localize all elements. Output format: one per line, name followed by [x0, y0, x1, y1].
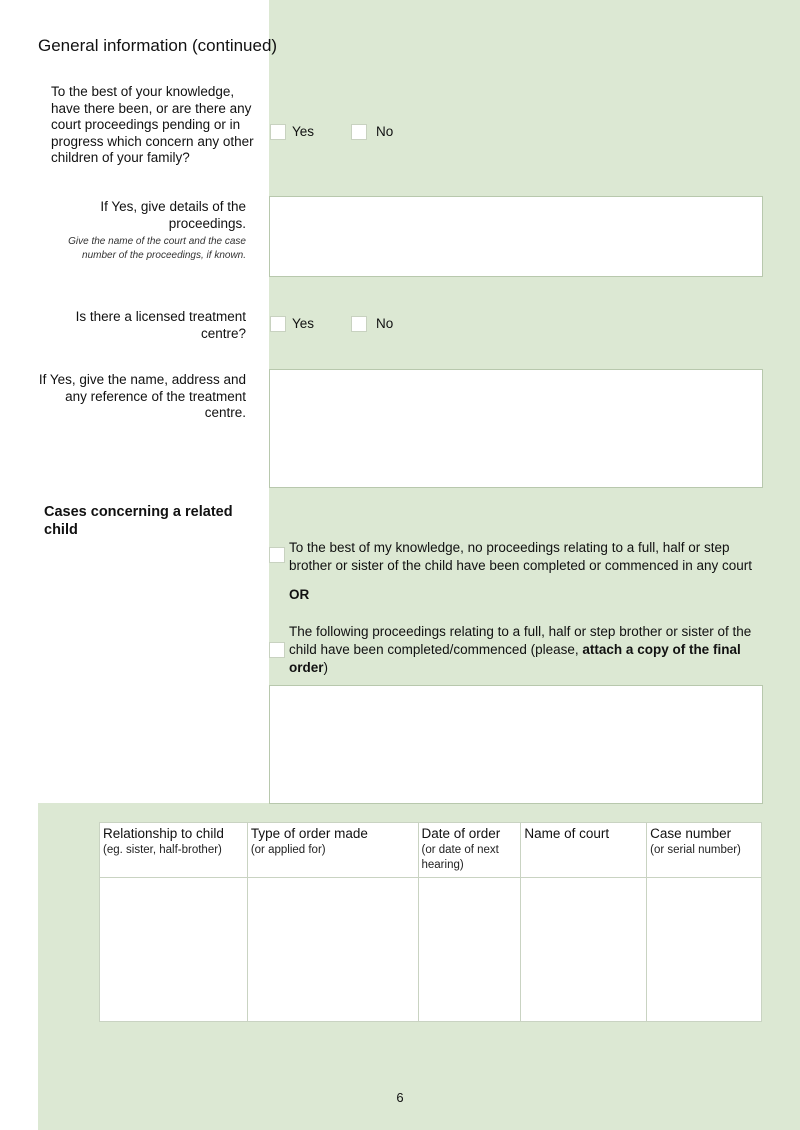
cell-relationship[interactable]: [100, 878, 248, 1022]
column-title: Type of order made: [250, 826, 368, 841]
column-subtitle: (or date of next hearing): [421, 844, 499, 871]
label-proceedings-details: If Yes, give details of the proceedings.: [100, 199, 246, 231]
checkbox-other-children-no[interactable]: [351, 124, 367, 140]
option-no-proceedings: To the best of my knowledge, no proceedings relating to a full, half or step brother or sister of the child have been completed or commenced in any court: [289, 540, 752, 573]
cell-court[interactable]: [521, 878, 647, 1022]
column-title: Date of order: [421, 826, 501, 841]
cell-order-type[interactable]: [247, 878, 418, 1022]
column-header-court: [521, 823, 647, 878]
column-subtitle: (or serial number): [650, 844, 741, 856]
checkbox-other-children-yes[interactable]: [270, 124, 286, 140]
column-header-date: [418, 823, 521, 878]
or-separator: OR: [289, 587, 310, 602]
following-proceedings-field[interactable]: [269, 685, 763, 804]
hint-proceedings-details: Give the name of the court and the case number of the proceedings, if known.: [68, 236, 246, 261]
column-title: Relationship to child: [103, 826, 224, 841]
table-row: [100, 878, 762, 1022]
related-proceedings-table: [99, 822, 762, 1022]
label-treatment-yes: Yes: [292, 316, 315, 331]
checkbox-treatment-no[interactable]: [351, 316, 367, 332]
proceedings-details-field[interactable]: [269, 196, 763, 277]
checkbox-no-proceedings[interactable]: [269, 547, 285, 563]
table-header-row: [100, 823, 762, 878]
column-title: Name of court: [524, 826, 610, 841]
option-following-proceedings: [289, 623, 754, 677]
column-subtitle: (or applied for): [250, 844, 326, 856]
column-title: Case number: [650, 826, 732, 841]
option-following-emphasis: attach a copy of the final order: [289, 642, 741, 675]
column-subtitle: (eg. sister, half-brother): [103, 844, 222, 856]
label-other-children-yes: Yes: [292, 124, 315, 139]
question-treatment-centre: Is there a licensed treatment centre?: [75, 309, 246, 341]
checkbox-following-proceedings[interactable]: [269, 642, 285, 658]
label-treatment-details: If Yes, give the name, address and any reference of the treatment centre.: [38, 372, 246, 420]
column-header-relationship: [100, 823, 248, 878]
treatment-details-field[interactable]: [269, 369, 763, 488]
cell-case-number[interactable]: [647, 878, 762, 1022]
label-other-children-no: No: [376, 124, 394, 139]
column-header-order-type: [247, 823, 418, 878]
cell-date[interactable]: [418, 878, 521, 1022]
label-treatment-no: No: [376, 316, 394, 331]
question-other-children: To the best of your knowledge, have there been, or are there any court proceedings pending or in progress which concern any other children of your family?: [51, 84, 254, 165]
option-following-close: ): [323, 660, 329, 675]
page-number: 6: [396, 1090, 404, 1105]
page-title: General information (continued): [38, 36, 278, 55]
checkbox-treatment-yes[interactable]: [270, 316, 286, 332]
option-following-text: The following proceedings relating to a full, half or step brother or sister of the child have been completed/commenced (please,: [289, 624, 752, 657]
section-heading-related-child: Cases concerning a related child: [44, 504, 233, 538]
column-header-case-number: [647, 823, 762, 878]
